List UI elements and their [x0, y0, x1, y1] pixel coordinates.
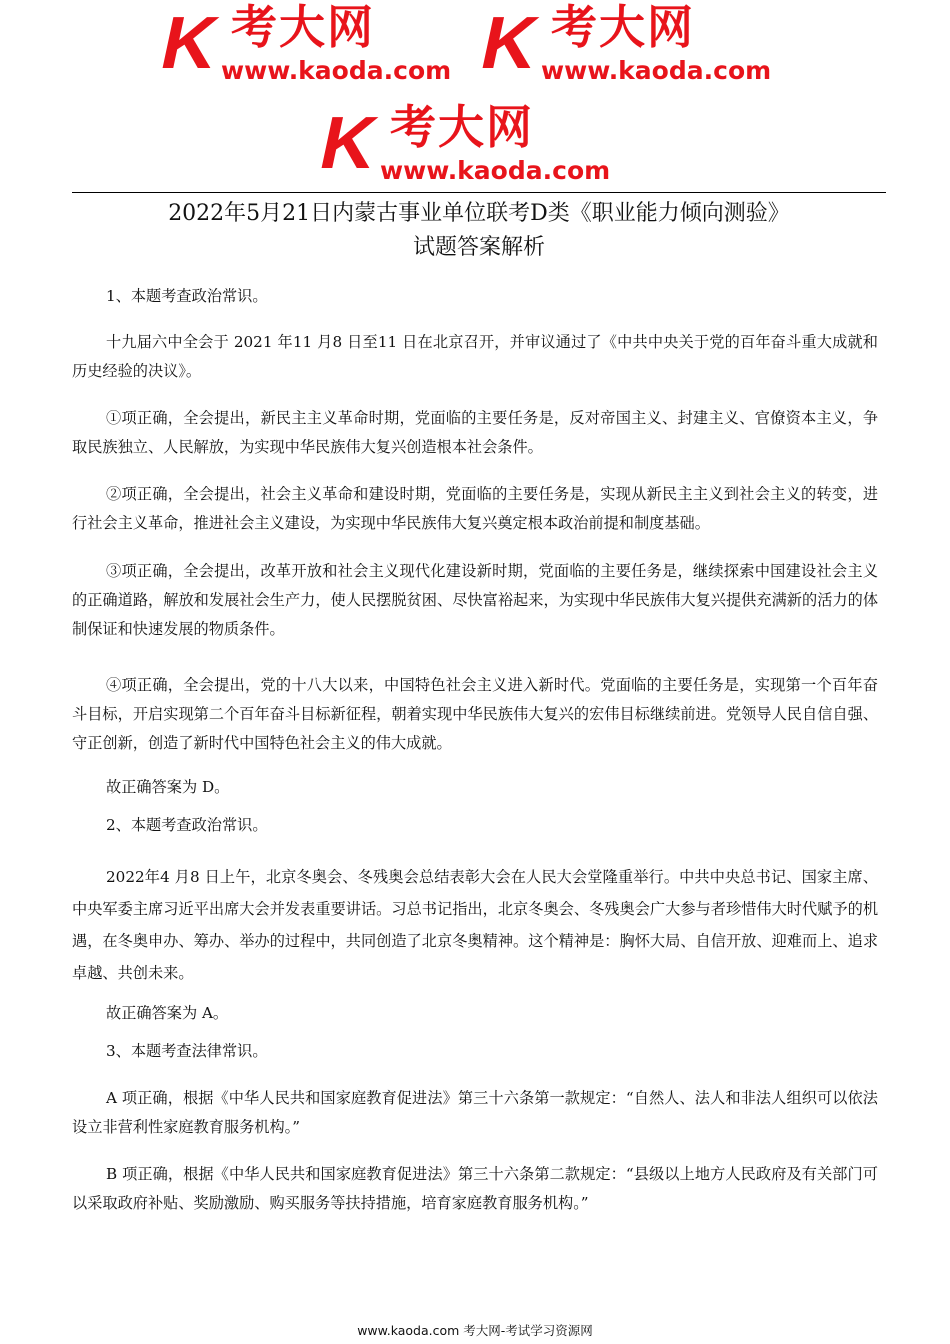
footer-url[interactable]: www.kaoda.com: [357, 1323, 460, 1338]
footer-text: 考大网-考试学习资源网: [463, 1323, 593, 1338]
paragraph: B 项正确，根据《中华人民共和国家庭教育促进法》第三十六条第二款规定：“县级以上地方人民政府及有关部门可以采取政府补贴、奖励激励、购买服务等扶持措施，培育家庭教育服务机构。”: [72, 1165, 878, 1212]
header-logo-row-top: [0, 0, 950, 90]
header-divider: [72, 192, 886, 193]
document-title: [72, 198, 886, 264]
logo-url: www.kaoda.com: [541, 56, 772, 85]
title-line-2: 试题答案解析: [412, 235, 545, 260]
logo-k-icon: K: [474, 1, 546, 84]
site-logo[interactable]: [474, 0, 803, 90]
question-heading: 3、本题考查法律常识。: [106, 1042, 268, 1060]
logo-k-icon: K: [313, 101, 385, 184]
paragraph: A 项正确，根据《中华人民共和国家庭教育促进法》第三十六条第一款规定：“自然人、法人和非法人组织可以依法设立非营利性家庭教育服务机构。”: [72, 1089, 878, 1136]
logo-name: 考大网: [231, 0, 375, 54]
logo-url: www.kaoda.com: [221, 56, 452, 85]
page-footer: [0, 1322, 950, 1340]
answer-line: 故正确答案为 D。: [106, 778, 230, 796]
paragraph: 十九届六中全会于 2021 年11 月8 日至11 日在北京召开，并审议通过了《中共中央关于党的百年奋斗重大成就和历史经验的决议》。: [72, 333, 878, 380]
paragraph: ①项正确，全会提出，新民主主义革命时期，党面临的主要任务是，反对帝国主义、封建主义、官僚资本主义，争取民族独立、人民解放，为实现中华民族伟大复兴创造根本社会条件。: [72, 409, 878, 456]
logo-name: 考大网: [390, 100, 534, 154]
logo-url: www.kaoda.com: [380, 156, 611, 185]
header-logo-row-bottom: [0, 100, 950, 190]
paragraph: 2022年4 月8 日上午，北京冬奥会、冬残奥会总结表彰大会在人民大会堂隆重举行。中共中央总书记、国家主席、中央军委主席习近平出席大会并发表重要讲话。习总书记指出，北京冬奥会、冬残奥会广大参与者珍惜伟大时代赋予的机遇，在冬奥申办、筹办、举办的过程中，共同创造了北京冬奥精神。这个精神是：胸怀大局、自信开放、迎难而上、追求卓越、共创未来。: [72, 868, 878, 982]
answer-line: 故正确答案为 A。: [106, 1004, 229, 1022]
paragraph: ③项正确，全会提出，改革开放和社会主义现代化建设新时期，党面临的主要任务是，继续探索中国建设社会主义的正确道路，解放和发展社会生产力，使人民摆脱贫困、尽快富裕起来，为实现中华民族伟大复兴提供充满新的活力的体制保证和快速发展的物质条件。: [72, 562, 878, 638]
question-heading: 2、本题考查政治常识。: [106, 816, 268, 834]
question-heading: 1、本题考查政治常识。: [106, 287, 268, 305]
logo-name: 考大网: [551, 0, 695, 54]
paragraph: ④项正确，全会提出，党的十八大以来，中国特色社会主义进入新时代。党面临的主要任务是，实现第一个百年奋斗目标，开启实现第二个百年奋斗目标新征程，朝着实现中华民族伟大复兴的宏伟目标继续前进。党领导人民自信自强、守正创新，创造了新时代中国特色社会主义的伟大成就。: [72, 676, 878, 752]
site-logo[interactable]: [154, 0, 483, 90]
logo-k-icon: K: [154, 1, 226, 84]
title-line-1: 2022年5月21日内蒙古事业单位联考D类《职业能力倾向测验》: [168, 201, 790, 226]
site-logo[interactable]: [313, 100, 642, 190]
paragraph: ②项正确，全会提出，社会主义革命和建设时期，党面临的主要任务是，实现从新民主主义到社会主义的转变，进行社会主义革命，推进社会主义建设，为实现中华民族伟大复兴奠定根本政治前提和制度基础。: [72, 485, 878, 532]
